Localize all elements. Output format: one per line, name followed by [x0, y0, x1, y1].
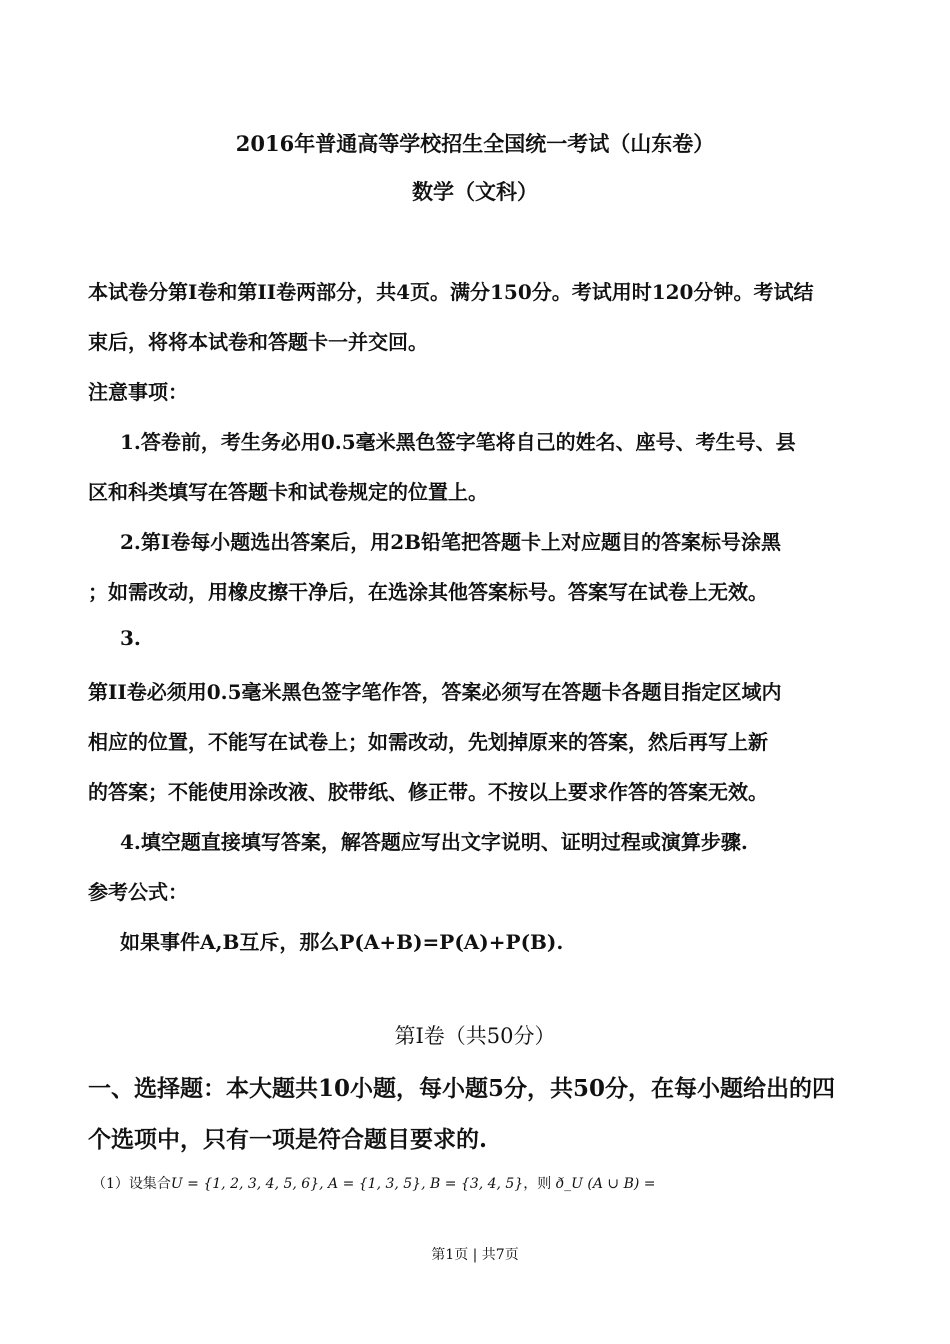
note-1-line-1: 1.答卷前，考生务必用0.5毫米黑色签字笔将自己的姓名、座号、考生号、县 [120, 430, 796, 454]
exam-title: 2016年普通高等学校招生全国统一考试（山东卷） [235, 131, 715, 156]
question-1 [92, 1173, 656, 1193]
question-1-sets: U = {1, 2, 3, 4, 5, 6}, A = {1, 3, 5}, B = {3, 4, 5} [170, 1176, 524, 1192]
note-3-line-1: 第II卷必须用0.5毫米黑色签字笔作答，答案必须写在答题卡各题目指定区域内 [88, 680, 782, 704]
note-4: 4.填空题直接填写答案，解答题应写出文字说明、证明过程或演算步骤. [120, 830, 748, 854]
intro-line-1: 本试卷分第I卷和第II卷两部分，共4页。满分150分。考试用时120分钟。考试结 [88, 280, 814, 304]
formulas-heading: 参考公式： [88, 880, 188, 904]
question-1-mid: ，则 [523, 1176, 552, 1192]
intro-line-2: 束后，将将本试卷和答题卡一并交回。 [88, 330, 428, 354]
question-1-expression: ð_U (A ∪ B) = [555, 1176, 656, 1192]
formula-1: 如果事件A,B互斥，那么P(A+B)=P(A)+P(B). [120, 930, 564, 954]
note-3-number: 3. [120, 626, 141, 650]
part-1-heading: 第I卷（共50分） [394, 1024, 556, 1048]
exam-subtitle: 数学（文科） [412, 179, 538, 204]
page-footer: 第1页 | 共7页 [431, 1247, 519, 1263]
note-2-line-2: ；如需改动，用橡皮擦干净后，在选涂其他答案标号。答案写在试卷上无效。 [88, 580, 768, 604]
section-1-line-2: 个选项中，只有一项是符合题目要求的. [88, 1126, 488, 1153]
note-3-line-3: 的答案；不能使用涂改液、胶带纸、修正带。不按以上要求作答的答案无效。 [88, 780, 768, 804]
note-2-line-1: 2.第I卷每小题选出答案后，用2B铅笔把答题卡上对应题目的答案标号涂黑 [120, 530, 782, 554]
note-1-line-2: 区和科类填写在答题卡和试卷规定的位置上。 [88, 480, 488, 504]
notes-heading: 注意事项： [88, 380, 188, 404]
question-1-prefix: （1）设集合 [92, 1176, 171, 1192]
section-1-line-1: 一、选择题：本大题共10小题，每小题5分，共50分，在每小题给出的四 [88, 1075, 836, 1102]
note-3-line-2: 相应的位置，不能写在试卷上；如需改动，先划掉原来的答案，然后再写上新 [88, 730, 768, 754]
